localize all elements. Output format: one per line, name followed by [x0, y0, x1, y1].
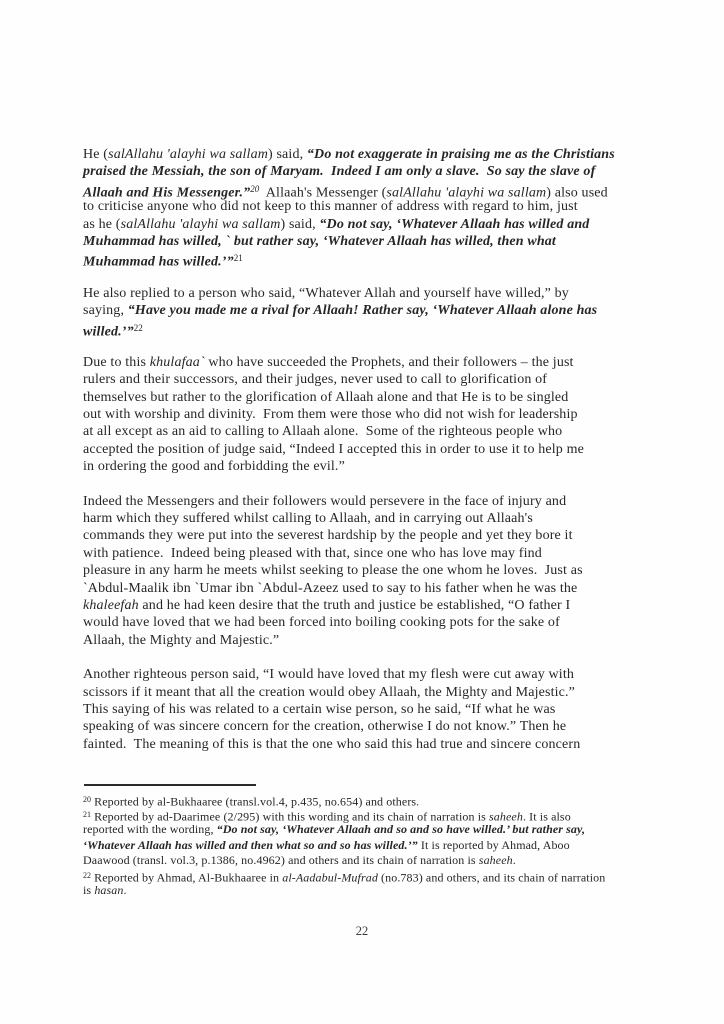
text-line	[83, 146, 683, 163]
text-line	[83, 838, 693, 853]
text-segment: as he (	[83, 216, 121, 232]
text-segment: . It is also	[522, 809, 571, 824]
text-segment: salAllahu 'alayhi wa sallam	[386, 185, 547, 201]
body-text	[83, 146, 683, 770]
footnote	[83, 807, 693, 868]
text-line	[83, 302, 683, 319]
footnotes-section	[83, 792, 693, 898]
text-segment: “Do not say, ‘Whatever Allaah and so and so have willed.’ but rather say,	[216, 822, 586, 837]
text-line	[83, 632, 683, 649]
text-segment: `Abdul-Maalik ibn `Umar ibn `Abdul-Azeez used to say to his father when he was the	[83, 580, 578, 596]
text-line	[83, 354, 683, 371]
text-segment: ‘Whatever Allaah has willed and then what so and so has willed.’”	[83, 837, 418, 852]
text-line	[83, 718, 683, 735]
text-line	[83, 233, 683, 250]
text-segment: ) said,	[280, 216, 320, 232]
body-paragraph	[83, 354, 683, 476]
body-paragraph	[83, 285, 683, 340]
text-line	[83, 736, 683, 753]
footnote-divider	[84, 784, 256, 786]
text-line	[83, 807, 693, 822]
text-line	[83, 250, 683, 270]
text-line	[83, 701, 683, 718]
body-paragraph	[83, 493, 683, 650]
text-segment: Indeed the Messengers and their followers would persevere in the face of injury and	[83, 493, 567, 509]
text-line	[83, 458, 683, 475]
text-segment: Allaah's Messenger (	[259, 185, 387, 201]
text-segment: out with worship and divinity. From them were those who did not wish for leadership	[83, 407, 578, 423]
text-line	[83, 580, 683, 597]
text-segment: khaleefah	[83, 597, 139, 613]
text-line	[83, 163, 683, 180]
text-segment: “Do not say, ‘Whatever Allaah has willed and	[319, 216, 590, 232]
text-segment: Allaah and His Messenger.”	[83, 185, 251, 201]
text-segment: .	[512, 852, 516, 867]
text-segment: Reported by al-Bukhaaree (transl.vol.4, p.435, no.654) and others.	[91, 794, 420, 809]
text-segment: He (	[83, 147, 109, 162]
text-segment: who have succeeded the Prophets, and their followers – the just	[204, 354, 574, 370]
text-segment: themselves but rather to the glorification of Allaah alone and that He is to be singled	[83, 389, 569, 405]
text-segment: 20	[250, 183, 260, 194]
text-segment: saying,	[83, 303, 128, 319]
text-line	[83, 493, 683, 510]
text-line	[83, 822, 693, 837]
text-segment: al-Aadabul-Mufrad	[282, 870, 378, 885]
text-segment: with patience. Indeed being pleased with that, since one who has love may find	[83, 545, 542, 561]
body-paragraph	[83, 146, 683, 268]
text-segment: ) said,	[267, 147, 307, 162]
text-segment: and he had keen desire that the truth and justice be established, “O father I	[138, 597, 571, 613]
text-line	[83, 389, 683, 406]
text-line	[83, 883, 693, 898]
text-segment: fainted. The meaning of this is that the one who said this had true and sincere concern	[83, 736, 581, 752]
text-segment: rulers and their successors, and their judges, never used to call to glorification of	[83, 372, 548, 388]
text-segment: pleasure in any harm he meets whilst seeking to please the one whom he loves. Just as	[83, 563, 583, 579]
text-segment: salAllahu 'alayhi wa sallam	[108, 147, 268, 162]
text-line	[83, 441, 683, 458]
text-segment: salAllahu 'alayhi wa sallam	[120, 216, 281, 232]
text-line	[83, 285, 683, 302]
text-line	[83, 320, 683, 340]
footnote	[83, 868, 693, 898]
text-segment: would have loved that we had been forced into boiling cooking pots for the sake of	[83, 615, 560, 631]
footnote	[83, 792, 693, 807]
text-segment: Muhammad has willed.’”	[83, 254, 234, 270]
body-paragraph	[83, 666, 683, 753]
text-line	[83, 181, 683, 201]
text-segment: reported with the wording,	[83, 822, 217, 837]
text-line	[83, 406, 683, 423]
text-segment: He also replied to a person who said, “Whatever Allah and yourself have willed,” by	[83, 285, 569, 301]
text-segment: It is reported by Ahmad, Aboo	[417, 837, 570, 852]
text-segment: Allaah, the Mighty and Majestic.”	[83, 632, 280, 648]
text-segment: Daawood (transl. vol.3, p.1386, no.4962) and others and its chain of narration is	[83, 852, 479, 867]
text-segment: willed.’”	[83, 324, 134, 340]
text-line	[83, 614, 683, 631]
text-segment: Reported by Ahmad, Al-Bukhaaree in	[91, 870, 283, 885]
text-segment: Muhammad has willed, ` but rather say, ‘Whatever Allaah has willed, then what	[83, 233, 556, 249]
text-segment: commands they were put into the severest hardship by the people and yet they bore it	[83, 528, 573, 544]
text-line	[83, 198, 683, 215]
text-line	[83, 527, 683, 544]
text-segment: 20	[83, 795, 91, 804]
text-segment: hasan	[94, 883, 124, 898]
text-segment: Reported by ad-Daarimee (2/295) with this wording and its chain of narration is	[91, 809, 489, 824]
text-segment: accepted the position of judge said, “Indeed I accepted this in order to use it to help me	[83, 441, 585, 457]
text-segment: Another righteous person said, “I would have loved that my flesh were cut away with	[83, 667, 575, 683]
text-line	[83, 545, 683, 562]
text-segment: .	[123, 883, 127, 898]
text-segment: “Do not exaggerate in praising me as the Christians	[306, 147, 615, 162]
text-segment: praised the Messiah, the son of Maryam. Indeed I am only a slave. So say the slave of	[83, 164, 596, 180]
text-segment: (no.783) and others, and its chain of narration	[377, 870, 606, 885]
text-segment: ) also used	[546, 185, 608, 201]
text-segment: scissors if it meant that all the creation would obey Allaah, the Mighty and Majestic.”	[83, 684, 576, 700]
text-segment: saheeh	[478, 852, 513, 867]
text-line	[83, 597, 683, 614]
text-line	[83, 371, 683, 388]
text-segment: This saying of his was related to a certain wise person, so he said, “If what he was	[83, 701, 556, 717]
text-segment: Due to this	[83, 354, 150, 370]
text-segment: 22	[133, 322, 143, 333]
text-line	[83, 562, 683, 579]
text-line	[83, 510, 683, 527]
text-segment: harm which they suffered whilst calling to Allaah, and in carrying out Allaah's	[83, 511, 533, 527]
text-segment: saheeh	[489, 809, 523, 824]
text-segment: “Have you made me a rival for Allaah! Rather say, ‘Whatever Allaah alone has	[127, 303, 598, 319]
text-segment: 21	[233, 253, 243, 264]
text-line	[83, 423, 683, 440]
text-segment: at all except as an aid to calling to Allaah alone. Some of the righteous people who	[83, 424, 563, 440]
text-line	[83, 216, 683, 233]
text-segment: speaking of was sincere concern for the creation, otherwise I do not know.” Then he	[83, 719, 567, 735]
text-line	[83, 868, 693, 883]
text-segment: khulafaa`	[149, 354, 205, 370]
text-segment: to criticise anyone who did not keep to this manner of address with regard to him, just	[83, 199, 578, 215]
text-line	[83, 666, 683, 683]
page-number: 22	[355, 924, 369, 938]
text-line	[83, 792, 693, 807]
text-segment: 22	[83, 870, 91, 880]
text-segment: 21	[83, 810, 91, 820]
text-line	[83, 853, 693, 868]
text-segment: in ordering the good and forbidding the evil.”	[83, 459, 345, 475]
text-segment: is	[83, 883, 95, 898]
text-line	[83, 684, 683, 701]
